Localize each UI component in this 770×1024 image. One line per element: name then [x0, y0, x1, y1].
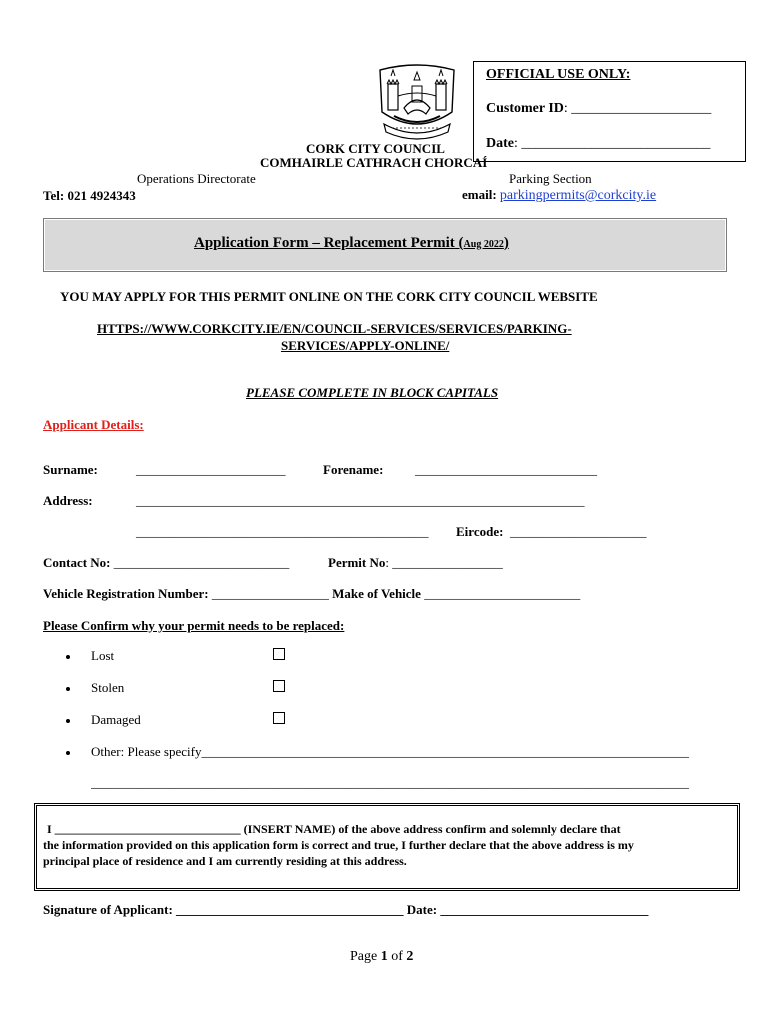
bullet-icon	[66, 655, 70, 659]
customer-id-line: : ____________________	[563, 101, 712, 116]
signature-date-label: Date:	[403, 902, 438, 917]
reason-other-field[interactable]: ___________________________________________________________________________	[201, 744, 689, 759]
form-title-paren: (	[454, 235, 464, 251]
surname-label: Surname:	[43, 462, 98, 477]
reason-other-row	[91, 744, 723, 760]
reason-stolen-label: Stolen	[91, 680, 125, 695]
vrn-label: Vehicle Registration Number:	[43, 586, 209, 601]
form-date: Aug 2022	[463, 239, 504, 250]
bullet-icon	[66, 719, 70, 723]
council-name: CORK CITY COUNCIL	[306, 141, 445, 156]
vehicle-row	[43, 586, 580, 602]
reason-other-label: Other: Please specify	[91, 744, 202, 759]
declaration-line2: the information provided on this application form is correct and true, I further declare that the above address is my	[43, 838, 634, 852]
reason-stolen-checkbox[interactable]	[273, 680, 285, 692]
address-label: Address:	[43, 493, 93, 508]
signature-label: Signature of Applicant:	[43, 902, 173, 917]
form-title-text: Application Form – Replacement Permit	[194, 235, 455, 251]
reason-damaged-label: Damaged	[91, 712, 141, 727]
reason-other-field-line2[interactable]: ____________________________________________________________________________________________	[91, 775, 689, 790]
surname-field[interactable]: _______________________	[136, 462, 286, 477]
reason-damaged-checkbox[interactable]	[273, 712, 285, 724]
official-date-field[interactable]	[486, 136, 710, 152]
email-line	[462, 187, 656, 204]
customer-id-label: Customer ID	[486, 101, 564, 116]
contact-label: Contact No:	[43, 555, 111, 570]
contact-field[interactable]: ___________________________	[110, 555, 290, 570]
of-word: of	[391, 949, 403, 964]
directorate: Operations Directorate	[137, 171, 256, 186]
vrn-field[interactable]: __________________	[208, 586, 329, 601]
declaration-name-field[interactable]: _______________________________	[51, 822, 241, 836]
forename-field[interactable]: ____________________________	[415, 462, 597, 477]
permit-label: Permit No	[328, 555, 386, 570]
applicant-details-heading: Applicant Details:	[43, 417, 144, 432]
signature-row	[43, 902, 648, 918]
reason-lost-checkbox[interactable]	[273, 648, 285, 660]
council-crest-logo	[374, 62, 460, 140]
council-irish-name: COMHAIRLE CATHRACH CHORCAÍ	[260, 155, 488, 170]
page-current: 1	[380, 949, 388, 964]
email-link[interactable]: parkingpermits@corkcity.ie	[499, 188, 657, 203]
online-notice: YOU MAY APPLY FOR THIS PERMIT ONLINE ON THE CORK CITY COUNCIL WEBSITE	[60, 289, 598, 304]
online-url-line1[interactable]: HTTPS://WWW.CORKCITY.IE/EN/COUNCIL-SERVICES/SERVICES/PARKING-	[97, 321, 572, 336]
declaration-line1-text: (INSERT NAME) of the above address confirm and solemnly declare that	[240, 822, 621, 836]
contact-row	[43, 555, 289, 571]
declaration-line1	[47, 822, 621, 837]
signature-field[interactable]: ___________________________________	[172, 902, 404, 917]
bullet-icon	[66, 751, 70, 755]
tel-number: 021 4924343	[67, 188, 136, 203]
official-date-label: Date	[486, 136, 514, 151]
form-title	[194, 235, 509, 252]
declaration-line3: principal place of residence and I am currently residing at this address.	[43, 854, 407, 868]
reasons-heading: Please Confirm why your permit needs to be replaced:	[43, 618, 345, 633]
address-field-line2[interactable]: _____________________________________________	[136, 524, 429, 539]
permit-row	[328, 555, 503, 571]
signature-date-field[interactable]: ________________________________	[437, 902, 649, 917]
form-title-paren-close: )	[503, 235, 509, 251]
permit-field[interactable]: : _________________	[385, 555, 503, 570]
page-total: 2	[406, 949, 414, 964]
customer-id-field[interactable]	[486, 101, 711, 117]
address-field-line1[interactable]: _____________________________________________________________________	[136, 493, 585, 508]
email-label: email:	[462, 187, 497, 202]
declaration-i: I	[47, 822, 52, 836]
tel-label: Tel:	[43, 188, 65, 203]
official-use-heading: OFFICIAL USE ONLY:	[486, 67, 631, 82]
eircode-label: Eircode:	[456, 524, 504, 539]
page-word: Page	[350, 949, 378, 964]
official-date-line: : ___________________________	[514, 136, 711, 151]
forename-label: Forename:	[323, 462, 384, 477]
online-url-line2[interactable]: SERVICES/APPLY-ONLINE/	[281, 338, 450, 353]
page-number	[350, 949, 413, 965]
bullet-icon	[66, 687, 70, 691]
eircode-field[interactable]: _____________________	[510, 524, 647, 539]
make-field[interactable]: ________________________	[420, 586, 581, 601]
reason-lost-label: Lost	[91, 648, 115, 663]
block-capitals-note: PLEASE COMPLETE IN BLOCK CAPITALS	[246, 385, 499, 400]
parking-section: Parking Section	[509, 171, 592, 186]
telephone	[43, 188, 136, 204]
make-label: Make of Vehicle	[332, 586, 421, 601]
